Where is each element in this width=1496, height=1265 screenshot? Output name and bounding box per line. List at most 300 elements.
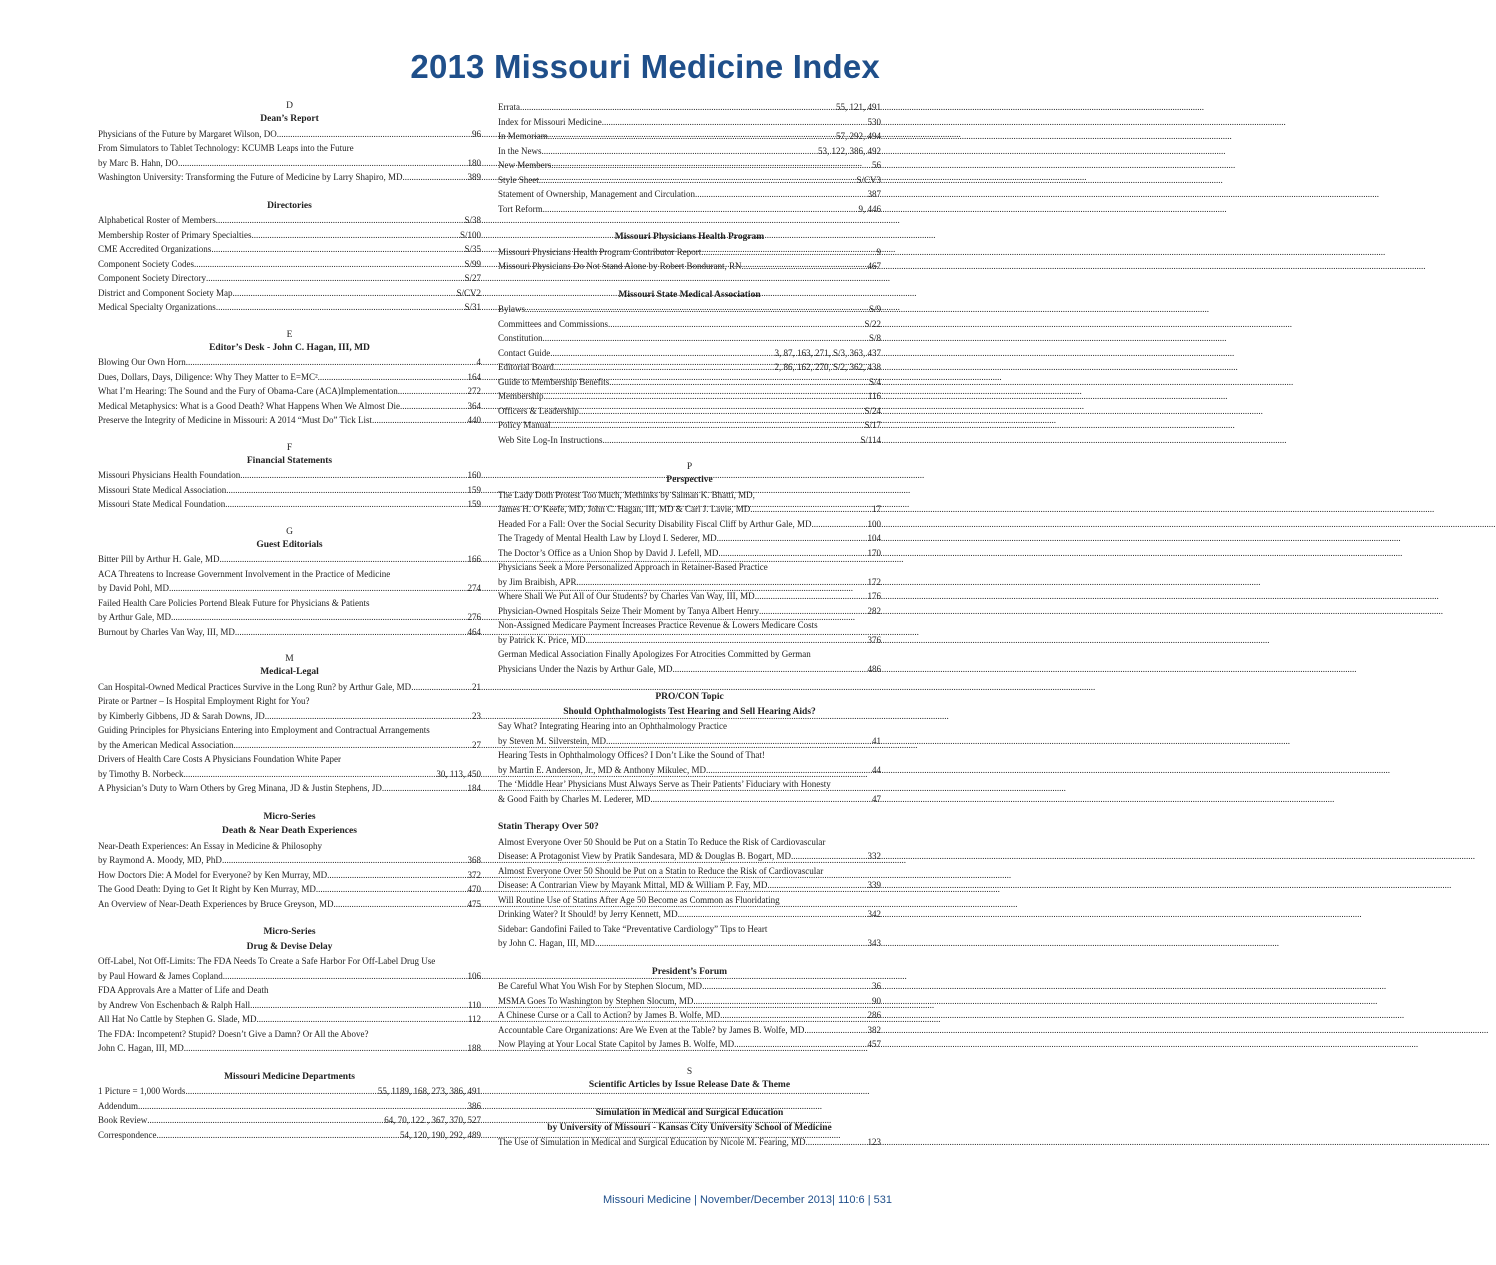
index-entry [498,560,881,589]
page-number: 55, 121, 491 [836,102,881,112]
entry-row [498,994,881,1009]
entry-row [498,936,881,951]
section-subheading: Should Ophthalmologists Test Hearing and Sell Hearing Aids? [563,706,816,717]
index-entry [498,1008,881,1023]
dot-leader [220,552,468,567]
section-letter: D [286,101,293,111]
index-entry [498,245,881,260]
index-section [98,925,481,1056]
entry-row [498,173,881,188]
page-number: S/114 [860,434,881,445]
entry-title: Membership [498,391,544,401]
entry-title-line: Guiding Principles for Physicians Entering into Employment and Contractual Arrangements [98,725,430,735]
entry-row [498,1135,881,1150]
dot-leader [250,998,468,1013]
dot-leader [702,979,872,994]
entry-title: Blowing Our Own Horn [98,357,186,367]
entry-row [498,375,881,390]
index-entry [498,589,881,604]
entry-row [98,1113,481,1128]
dot-leader [400,399,467,414]
entry-title: Policy Manual [498,420,551,430]
dot-leader [398,384,468,399]
entry-title: Physician-Owned Hospitals Seize Their Moment by Tanya Albert Henry [498,605,759,616]
entry-row [98,625,481,640]
entry-row [498,907,881,922]
dot-leader [548,129,836,144]
entry-row [498,763,881,778]
entry-title: New Members [498,160,552,170]
dot-leader [550,346,774,361]
index-entry [498,994,881,1009]
index-entry [498,1135,881,1150]
entry-title: An Overview of Near-Death Experiences by Bruce Greyson, MD [98,898,334,909]
index-entry [498,418,881,433]
entry-row [98,399,481,414]
entry-row [498,259,881,274]
page-number: 53, 122, 386, 492 [818,145,881,156]
entry-title: Tort Reform [498,203,543,214]
page-number: 47 [872,793,881,804]
dot-leader [178,156,468,171]
index-entry [98,1012,481,1027]
page-number: 55, 1189, 168, 273, 386, 491 [377,1086,481,1096]
index-section [98,100,481,185]
index-entry [98,228,481,243]
index-entry [98,868,481,883]
entry-row [498,360,881,375]
index-entry [98,257,481,272]
page-number: 64, 70, 122 , 367, 370, 527 [384,1115,481,1125]
section-heading: Missouri State Medical Association [618,289,761,300]
index-section [98,1070,481,1143]
index-entry [98,497,481,512]
page-number: 387 [867,189,881,199]
entry-title: Be Careful What You Wish For by Stephen Slocum, MD [498,981,703,991]
entry-row [98,1012,481,1027]
dot-leader [551,158,872,173]
dot-leader [277,127,472,142]
dot-leader [334,897,468,912]
entry-title-line: From Simulators to Tablet Technology: KCUMB Leaps into the Future [98,143,354,153]
section-heading: Missouri Medicine Departments [224,1071,355,1082]
dot-leader [609,375,869,390]
page-number: 17 [872,504,881,514]
index-entry [498,346,881,361]
entry-title: A Physician’s Duty to Warn Others by Greg Minana, JD & Justin Stephens, JD [98,783,382,793]
dot-leader [755,589,868,604]
page-number: 470 [467,884,481,894]
dot-leader [701,245,876,260]
index-entry [498,202,881,217]
entry-title: How Doctors Die: A Model for Everyone? by Ken Murray, MD [98,869,328,880]
index-entry [498,259,881,274]
index-entry [498,546,881,561]
dot-leader [372,413,468,428]
index-entry [98,1113,481,1128]
index-entry [498,158,881,173]
entry-row [98,767,481,782]
section-heading: Micro-Series [263,811,316,822]
index-entry [98,1084,481,1099]
index-entry [98,596,481,625]
entry-title-line: Almost Everyone Over 50 Should be Put on a Statin To Reduce the Risk of Cardiovascular [498,836,826,847]
page-number: 104 [867,533,881,543]
index-entry [98,567,481,596]
section-subheading: Drug & Devise Delay [246,941,333,952]
entry-title: Membership Roster of Primary Specialties [98,229,252,240]
index-section [98,810,481,912]
entry-row [98,300,481,315]
entry-row [498,517,881,532]
entry-title-line: The FDA: Incompetent? Stupid? Doesn’t Give a Damn? Or All the Above? [98,1028,369,1039]
index-entry [498,647,881,676]
section-heading: Medical-Legal [260,667,319,677]
entry-title: Correspondence [98,1129,157,1140]
index-entry [98,839,481,868]
page-number: 56 [872,160,881,170]
entry-title: Guide to Membership Benefits [498,376,610,387]
entry-row [98,257,481,272]
index-entry [498,360,881,375]
page-number: 188 [467,1043,481,1053]
section-heading: Dean’s Report [260,114,319,124]
page-number: 90 [872,995,881,1006]
entry-title: Preserve the Integrity of Medicine in Missouri: A 2014 “Must Do” Tick List [98,415,372,425]
entry-title-line: Pirate or Partner – Is Hospital Employment Right for You? [98,696,310,706]
left-column [98,100,481,1156]
entry-title-line: Sidebar: Gandofini Failed to Take “Preventative Cardiology” Tips to Heart [498,923,768,934]
entry-title: by Arthur Gale, MD [98,612,171,622]
section-heading: President’s Forum [651,966,728,977]
entry-title: by Patrick K. Price, MD [498,634,586,645]
entry-title: by the American Medical Association [98,739,234,750]
page-number: 36 [872,981,881,991]
entry-row [98,384,481,399]
dot-leader [543,202,859,217]
index-entry [498,1037,881,1052]
index-entry [98,882,481,897]
page-number: 9, 446 [858,203,881,214]
dot-leader [184,767,437,782]
page-number: 343 [867,938,881,948]
page-number: 386 [467,1100,481,1111]
right-column [498,100,881,1164]
dot-leader [804,1023,867,1038]
dot-leader [602,115,868,130]
entry-row [98,170,481,185]
index-entry [98,552,481,567]
entry-row [98,242,481,257]
dot-leader [812,517,868,532]
dot-leader [138,1099,468,1114]
entry-row [98,781,481,796]
page-number: 440 [467,415,481,425]
index-entry [498,531,881,546]
dot-leader [742,259,868,274]
dot-leader [216,213,465,228]
index-entry [98,680,481,695]
entry-title: Missouri Physicians Health Foundation [98,470,241,480]
entry-title: Contact Guide [498,347,551,358]
index-section [498,820,881,951]
index-section [498,230,881,274]
page-number: 382 [867,1024,881,1035]
entry-row [498,531,881,546]
index-entry [498,144,881,159]
entry-title: Component Society Directory [98,273,206,283]
page-number: 9 [876,246,881,257]
entry-title: by Timothy B. Norbeck [98,768,184,779]
entry-row [498,129,881,144]
dot-leader [650,792,872,807]
section-subheading: Death & Near Death Experiences [222,826,357,836]
dot-leader [147,1113,384,1128]
entry-title: Accountable Care Organizations: Are We Even at the Table? by James B. Wolfe, MD [498,1024,805,1035]
index-entry [98,300,481,315]
entry-row [98,897,481,912]
page-number: 376 [867,634,881,645]
section-heading: Simulation in Medical and Surgical Education [595,1108,784,1118]
page-number: 364 [467,400,481,411]
page-number: 44 [872,764,881,775]
entry-row [98,413,481,428]
index-entry [98,983,481,1012]
index-entry [498,375,881,390]
entry-row [98,882,481,897]
entry-title: by Marc B. Hahn, DO [98,157,178,168]
entry-title-line: ACA Threatens to Increase Government Involvement in the Practice of Medicine [98,568,391,579]
entry-row [498,662,881,677]
dot-leader [156,1128,400,1143]
dot-leader [750,502,872,517]
index-entry [498,517,881,532]
entry-row [498,1008,881,1023]
entry-title-line: German Medical Association Finally Apologizes For Atrocities Committed by German [498,649,811,659]
entry-title: The Use of Simulation in Medical and Surgical Education by Nicole M. Fearing, MD [498,1137,806,1147]
dot-leader [577,575,868,590]
section-heading: PRO/CON Topic [655,692,724,702]
dot-leader [194,257,464,272]
dot-leader [185,1084,377,1099]
entry-title: Constitution [498,333,543,343]
entry-title-line: The ‘Middle Hear’ Physicians Must Always Serve as Their Patients’ Fiduciary with Honesty [498,779,831,789]
dot-leader [693,994,872,1009]
entry-title-line: Non-Assigned Medicare Payment Increases Practice Revenue & Lowers Medicare Costs [498,620,818,630]
page-number: 164 [467,371,481,382]
page-number: 172 [867,576,881,587]
page-number: S/CV2 [456,287,481,298]
entry-row [98,1084,481,1099]
dot-leader [791,849,867,864]
dot-leader [706,763,872,778]
page-number: 372 [467,869,481,880]
entry-row [498,433,881,448]
page-number: 486 [867,663,881,674]
entry-title: Washington University: Transforming the Future of Medicine by Larry Shapiro, MD [98,172,403,182]
entry-row [98,868,481,883]
entry-row [98,680,481,695]
dot-leader [225,497,467,512]
page-number: 112 [467,1014,481,1024]
dot-leader [256,1012,467,1027]
page-number: S/100 [459,229,481,240]
page-number: S/4 [868,376,881,387]
page-number: 457 [867,1039,881,1049]
dot-leader [734,1037,867,1052]
page-number: 3, 87, 163, 271, S/3, 363, 437 [774,347,881,358]
entry-row [498,100,881,115]
index-entry [498,129,881,144]
index-entry [98,781,481,796]
entry-row [498,115,881,130]
entry-title: 1 Picture = 1,000 Words [98,1086,186,1096]
page-number: S/31 [464,302,481,312]
entry-row [498,878,881,893]
dot-leader [695,187,868,202]
section-heading: Guest Editorials [256,539,323,550]
entry-title: Can Hospital-Owned Medical Practices Survive in the Long Run? by Arthur Gale, MD [98,681,412,692]
entry-title: Index for Missouri Medicine [498,116,602,127]
dot-leader [544,389,868,404]
entry-title: by Kimberly Gibbens, JD & Sarah Downs, JD [98,710,265,721]
entry-row [98,853,481,868]
index-entry [98,286,481,301]
index-entry [498,748,881,777]
entry-title-line: Will Routine Use of Statins After Age 50 Become as Common as Fluoridating [498,894,780,905]
dot-leader [678,907,868,922]
page-number: 160 [467,470,481,480]
index-section [498,965,881,1052]
index-entry [498,302,881,317]
page-number: S/17 [864,420,881,430]
entry-title: by Steven M. Silverstein, MD [498,735,606,746]
page-number: S/9 [868,304,881,314]
section-letter: G [286,526,293,537]
dot-leader [603,433,861,448]
entry-title-line: FDA Approvals Are a Matter of Life and Death [98,985,269,995]
entry-row [498,346,881,361]
entry-title: Burnout by Charles Van Way, III, MD [98,626,235,637]
entry-title: CME Accredited Organizations [98,244,212,254]
entry-title: Physicians of the Future by Margaret Wilson, DO [98,128,277,139]
index-entry [498,719,881,748]
index-entry [498,893,881,922]
entry-title: by John C. Hagan, III, MD [498,938,595,948]
index-entry [498,618,881,647]
section-letter: M [285,654,294,664]
dot-leader [806,1135,868,1150]
entry-title: Where Shall We Put All of Our Students? by Charles Van Way, III, MD [498,591,755,601]
page-footer: Missouri Medicine | November/December 2013| 110:6 | 531 [602,1194,892,1206]
entry-title: A Chinese Curse or a Call to Action? by James B. Wolfe, MD [498,1010,721,1020]
entry-row [498,589,881,604]
entry-title: by David Pohl, MD [98,583,170,593]
index-entry [98,483,481,498]
page-number: 41 [872,735,881,746]
index-entry [98,1128,481,1143]
index-section [98,442,481,512]
entry-title: by Andrew Von Eschenbach & Ralph Hall [98,999,251,1010]
entry-title: Editorial Board [498,362,554,372]
dot-leader [233,738,472,753]
entry-title: The Doctor’s Office as a Union Shop by David J. Lefell, MD [498,547,719,558]
section-letter: S [686,1066,693,1077]
entry-title-line: Say What? Integrating Hearing into an Ophthalmology Practice [498,721,728,731]
index-entry [98,468,481,483]
entry-title: Medical Metaphysics: What is a Good Death? What Happens When We Almost Die [98,400,401,411]
page-number: 54, 120, 190, 292, 489 [400,1129,481,1140]
entry-row [498,404,881,419]
entry-row [498,317,881,332]
index-entry [98,141,481,170]
dot-leader [717,531,868,546]
dot-leader [211,242,464,257]
page-title: 2013 Missouri Medicine Index [410,48,880,85]
entry-row [98,610,481,625]
entry-title: John C. Hagan, III, MD [98,1043,184,1053]
entry-row [498,604,881,619]
entry-title: Medical Specialty Organizations [98,302,216,312]
entry-title: Missouri Physicians Do Not Stand Alone by Robert Bondurant, RN [498,261,742,271]
index-section [98,526,481,640]
page-number: 96 [472,128,481,139]
entry-title: Web Site Log-In Instructions [498,434,603,445]
entry-row [98,286,481,301]
section-heading: Perspective [666,475,713,485]
dot-leader [606,734,872,749]
dot-leader [226,483,467,498]
section-subheading: Statin Therapy Over 50? [498,822,599,832]
page-number: S/24 [864,405,881,416]
entry-title: by Martin E. Anderson, Jr., MD & Anthony Mikulec, MD [498,764,706,775]
dot-leader [595,936,868,951]
entry-title: Physicians Under the Nazis by Arthur Gale, MD [498,663,673,674]
dot-leader [403,170,468,185]
dot-leader [525,302,869,317]
page-number: 100 [867,518,881,529]
entry-row [98,271,481,286]
entry-row [498,546,881,561]
entry-row [98,370,481,385]
index-entry [498,835,881,864]
entry-title: Officers & Leadership [498,405,579,416]
dot-leader [186,355,477,370]
page-number: 467 [867,261,881,271]
entry-row [98,468,481,483]
entry-title: In Memoriam [498,131,548,141]
entry-row [498,389,881,404]
index-entry [98,1099,481,1114]
entry-title: by Paul Howard & James Copland [98,970,223,981]
entry-row [498,158,881,173]
entry-row [98,738,481,753]
entry-title: Statement of Ownership, Management and Circulation [498,189,695,199]
section-heading: Scientific Articles by Issue Release Date & Theme [588,1079,791,1090]
dot-leader [543,331,869,346]
page-number: 57, 292, 494 [836,131,881,141]
entry-row [98,998,481,1013]
index-entry [498,922,881,951]
dot-leader [222,853,468,868]
entry-title: Disease: A Protagonist View by Pratik Sandesara, MD & Douglas B. Bogart, MD [498,851,792,861]
entry-row [498,1023,881,1038]
entry-row [498,575,881,590]
section-subheading: by University of Missouri - Kansas City University School of Medicine [547,1122,832,1133]
index-entry [98,625,481,640]
page-number: 2, 86, 162, 270, S/2, 362, 438 [774,362,881,372]
entry-title: Disease: A Contrarian View by Mayank Mittal, MD & William P. Fay, MD [498,880,768,890]
